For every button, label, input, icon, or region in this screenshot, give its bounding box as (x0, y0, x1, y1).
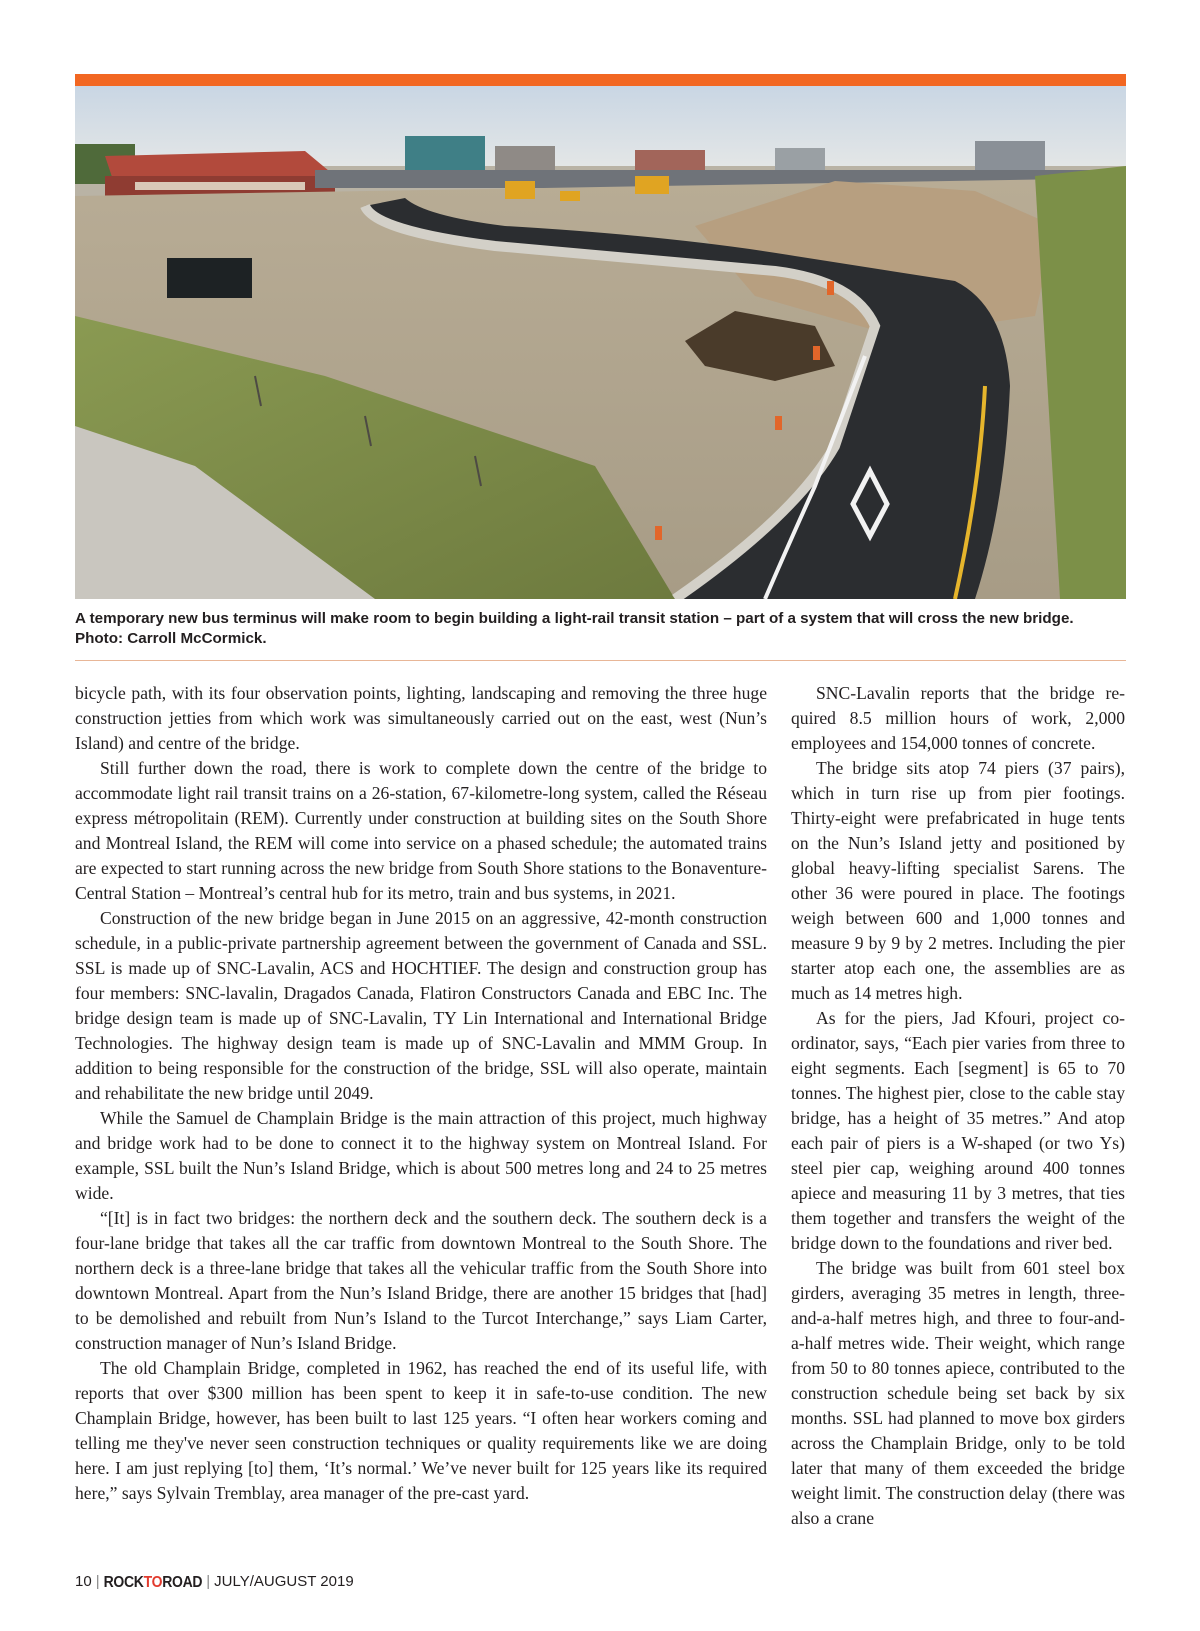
logo-rock: ROCK (103, 1571, 144, 1591)
footer-separator-1: | (95, 1573, 100, 1590)
footer-separator-2: | (206, 1573, 211, 1590)
left-paragraph-1: bicycle path, with its four observation points, lighting, landscaping and removing the three huge construction jetties from which work was simultaneously carried out on the east, west (Nun’s Island) and centre of the bridge. (75, 683, 767, 753)
photo-caption (75, 609, 1126, 649)
accent-bar (75, 74, 1126, 86)
left-paragraph-3: Construction of the new bridge began in June 2015 on an aggressive, 42-month construction schedule, in a public-private partnership agreement between the government of Canada and SSL. SSL is made up of SNC-Lavalin, ACS and HOCHTIEF. The design and construction group has four members: SNC-lavalin, Dragados Canada, Flatiron Constructors Canada and EBC Inc. The bridge design team is made up of SNC-Lavalin, TY Lin International and International Bridge Technologies. The highway design team is made up of SNC-Lavalin and MMM Group. In addition to being responsible for the construction of the bridge, SSL will also operate, maintain and rehabilitate the new bridge until 2049. (75, 908, 767, 1103)
right-paragraph-4: The bridge was built from 601 steel box girders, averaging 35 metres in length, three-and-a-half metres high, and three to four-and-a-half metres wide. Their weight, which range from 50 to 80 tonnes apiece, contributed to the construction schedule being set back by six months. SSL had planned to move box girders across the Champlain Bridge, only to be told later that many of them exceeded the bridge weight limit. The construction delay (there was also a crane (791, 1258, 1125, 1528)
page-footer (75, 1573, 354, 1590)
left-column (75, 681, 767, 1506)
logo-road: ROAD (162, 1571, 203, 1591)
page-number: 10 (75, 1573, 92, 1590)
left-paragraph-5: “[It] is in fact two bridges: the northern deck and the southern deck. The southern deck is a four-lane bridge that takes all the car traffic from downtown Montreal to the South Shore. The northern deck is a three-lane bridge that takes all the vehicular traffic from the South Shore into downtown Montreal. Apart from the Nun’s Island Bridge, there are another 15 bridges that [had] to be demolished and rebuilt from Nun’s Island to the Turcot Interchange,” says Liam Carter, construction manager of Nun’s Island Bridge. (75, 1208, 767, 1353)
left-paragraph-6: The old Champlain Bridge, completed in 1962, has reached the end of its useful life, with reports that over $300 million has been spent to keep it in safe-to-use condition. The new Champlain Bridge, however, has been built to last 125 years. “I often hear workers coming and telling me they've never seen construction techniques or quality requirements like we are doing here. I am just replying [to] them, ‘It’s normal.’ We’ve never built for 125 years like its required here,” says Sylvain Tremblay, area manager of the pre-cast yard. (75, 1358, 767, 1503)
issue-date: JULY/AUGUST 2019 (214, 1573, 354, 1590)
right-paragraph-2: The bridge sits atop 74 piers (37 pairs), which in turn rise up from pier footings. Thirty-eight were prefabricated in huge tents on the Nun’s Island jetty and positioned by global heavy-lifting specialist Sarens. The other 36 were poured in place. The footings weigh between 600 and 1,000 tonnes and measure 9 by 9 by 2 metres. Including the pier starter atop each one, the assemblies are as much as 14 metres high. (791, 758, 1125, 1003)
construction-photo-illustration (75, 86, 1126, 599)
magazine-logo (104, 1572, 203, 1590)
construction-photo (75, 86, 1126, 599)
logo-to: TO (143, 1571, 163, 1591)
caption-text: A temporary new bus terminus will make room to begin building a light-rail transit station – part of a system that will cross the new bridge. (75, 610, 1074, 627)
caption-divider (75, 660, 1126, 661)
left-paragraph-4: While the Samuel de Champlain Bridge is the main attraction of this project, much highway and bridge work had to be done to connect it to the highway system on Montreal Island. For example, SSL built the Nun’s Island Bridge, which is about 500 metres long and 24 to 25 metres wide. (75, 1108, 767, 1203)
right-paragraph-3: As for the piers, Jad Kfouri, project coordinator, says, “Each pier varies from three to eight segments. Each [segment] is 65 to 70 tonnes. The highest pier, close to the cable stay bridge, has a height of 35 metres.” And atop each pair of piers is a W-shaped (or two Ys) steel pier cap, weighing around 400 tonnes apiece and measuring 11 by 3 metres, that ties them together and transfers the weight of the bridge down to the foundations and river bed. (791, 1008, 1125, 1253)
right-column (791, 681, 1125, 1531)
caption-credit: Photo: Carroll McCormick. (75, 630, 267, 647)
right-paragraph-1: SNC-Lavalin reports that the bridge required 8.5 million hours of work, 2,000 employees and 154,000 tonnes of concrete. (791, 683, 1125, 753)
left-paragraph-2: Still further down the road, there is work to complete down the centre of the bridge to accommodate light rail transit trains on a 26-station, 67-kilometre-long system, called the Réseau express métropolitain (REM). Currently under construction at building sites on the South Shore and Montreal Island, the REM will come into service on a phased schedule; the automated trains are expected to start running across the new bridge from South Shore stations to the Bonaventure-Central Station – Montreal’s central hub for its metro, train and bus systems, in 2021. (75, 758, 767, 903)
